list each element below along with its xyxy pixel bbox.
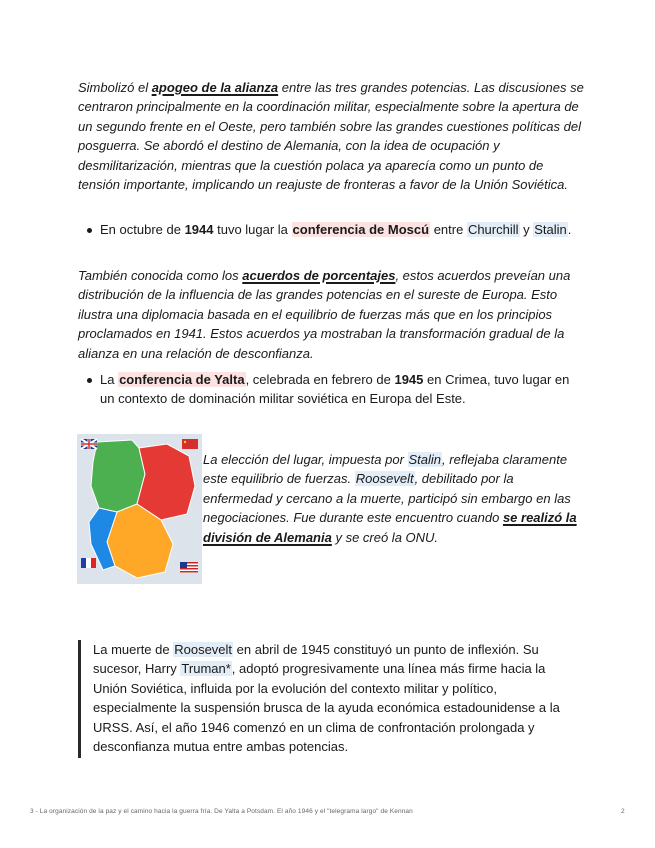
- bullet-yalta: La conferencia de Yalta, celebrada en febrero de 1945 en Crimea, tuvo lugar en un contexto de dominación militar soviética en Europa del Este.: [100, 372, 570, 407]
- link-conferencia-moscu[interactable]: conferencia de Moscú: [292, 222, 430, 237]
- bullet-dot: [87, 228, 92, 233]
- ussr-flag-icon: [182, 439, 198, 449]
- uk-flag-icon: [81, 439, 97, 449]
- link-truman[interactable]: Truman*: [181, 661, 231, 677]
- usa-flag-icon: [180, 562, 198, 573]
- germany-occupation-zones-map: [77, 434, 202, 584]
- bullet-dot: [87, 378, 92, 383]
- link-roosevelt[interactable]: Roosevelt: [355, 471, 414, 487]
- paragraph-alianza: Simbolizó el apogeo de la alianza entre las tres grandes potencias. Las discusiones se centraron principalmente en la coordinación militar, especialmente sobre la apertura de un segundo frente en el Oeste, pero también sobre las grandes cuestiones políticas del posguerra. Se abordó el destino de Alemania, con la idea de ocupación y desmilitarización, mientras que la cuestión polaca ya aparecía como un punto de tensión importante, implicando un reajuste de fronteras a favor de la Unión Soviética.: [78, 80, 584, 193]
- quote-text: La muerte de Roosevelt en abril de 1945 constituyó un punto de inflexión. Su sucesor, Harry Truman*, adoptó progresivamente una línea más firme hacia la Unión Soviética, influida por la evolución del contexto militar y político, especialmente la suspensión brusca de la ayuda económica estadounidense a la URSS. Así, el año 1946 comenzó en un clima de confrontación prolongada y desconfianza mutua entre ambas potencias.: [93, 642, 560, 755]
- link-stalin[interactable]: Stalin: [408, 452, 442, 467]
- link-churchill[interactable]: Churchill: [467, 222, 519, 237]
- link-apogeo-alianza[interactable]: apogeo de la alianza: [151, 80, 279, 95]
- paragraph-eleccion-lugar: La elección del lugar, impuesta por Stalin, reflejaba claramente este equilibrio de fuerzas. Roosevelt, debilitado por la enfermedad y cercano a la muerte, participó sin embargo en las negociaciones. Fue durante este encuentro cuando se realizó la división de Alemania y se creó la ONU.: [203, 452, 577, 545]
- paragraph-porcentajes: También conocida como los acuerdos de porcentajes, estos acuerdos preveían una distribución de la influencia de las grandes potencias en el sureste de Europa. Esto ilustra una diplomacia basada en el equilibrio de fuerzas más que en los principios proclamados en 1941. Estos acuerdos ya mostraban la transformación gradual de la alianza en una relación de desconfianza.: [78, 268, 571, 361]
- link-division-alemania[interactable]: se realizó la división de Alemania: [203, 510, 577, 545]
- link-stalin[interactable]: Stalin: [534, 222, 567, 237]
- bullet-moscu: En octubre de 1944 tuvo lugar la conferencia de Moscú entre Churchill y Stalin.: [100, 222, 572, 237]
- page-number: 2: [621, 808, 625, 815]
- page-footer: 3 - La organización de la paz y el camino hacia la guerra fría. De Yalta a Potsdam. El año 1946 y el "telegrama largo" de Kennan: [30, 808, 413, 815]
- link-acuerdos-porcentajes[interactable]: acuerdos de porcentajes: [242, 268, 396, 283]
- blockquote-truman: [78, 640, 581, 758]
- france-flag-icon: [81, 558, 96, 568]
- link-conferencia-yalta[interactable]: conferencia de Yalta: [119, 372, 245, 387]
- link-roosevelt[interactable]: Roosevelt: [174, 642, 233, 657]
